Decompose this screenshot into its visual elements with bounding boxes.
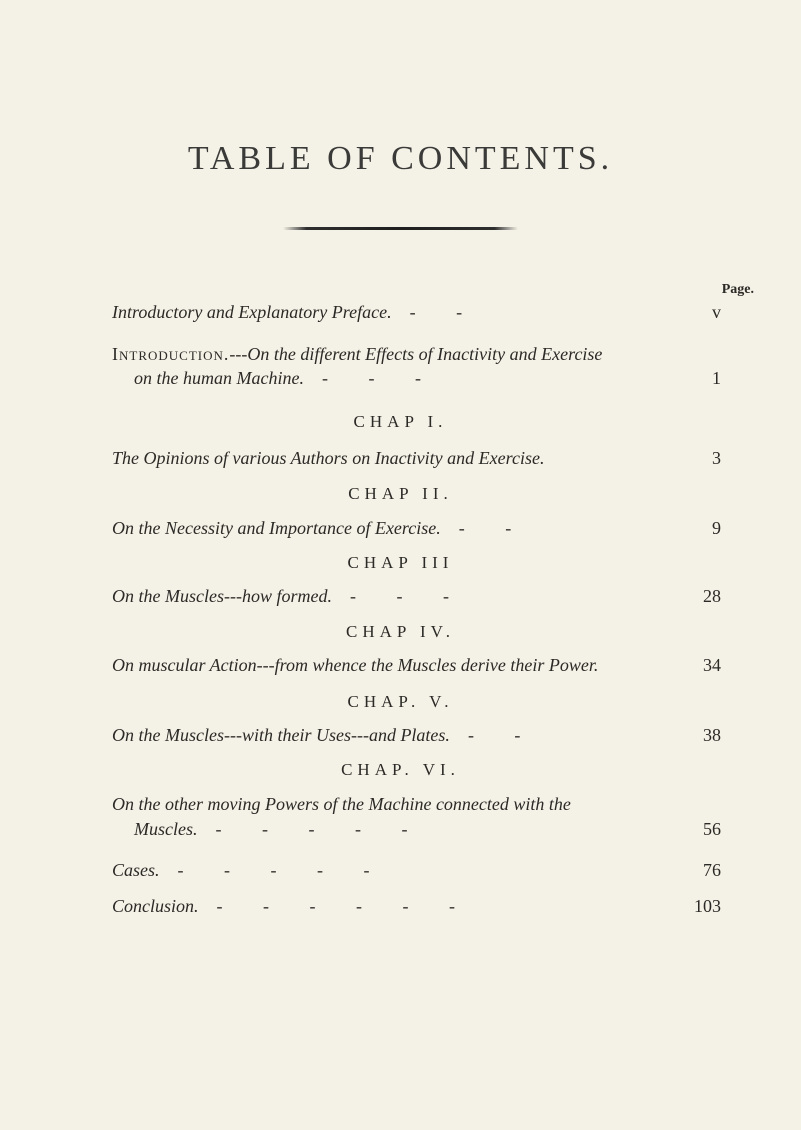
entry-page: 56 [703,819,721,839]
entry-page: 103 [694,896,721,916]
toc-entry-chap-3[interactable] [112,586,721,607]
toc-entry-cases[interactable] [112,860,721,881]
entry-page: 76 [703,860,721,880]
toc-entry-chap-4[interactable] [112,655,721,676]
toc-entry-introduction-cont [134,368,721,389]
entry-text: On the other moving Powers of the Machine connected with the [112,794,571,814]
entry-text: On muscular Action---from whence the Muscles derive their Power. [112,655,599,675]
entry-text: On the Necessity and Importance of Exercise. [112,518,441,538]
chapter-heading: CHAP. V. [347,692,454,711]
title-rule [283,227,518,230]
entry-page: 3 [712,448,721,468]
page-title: TABLE OF CONTENTS. [187,140,614,177]
entry-prefix: Introduction. [112,344,230,364]
leader-dashes: - - [458,518,530,538]
page-column-header: Page. [721,282,754,297]
leader-dashes: - - - - - [177,860,388,880]
entry-page: 9 [712,518,721,538]
entry-page: v [712,302,721,322]
entry-text: Introductory and Explanatory Preface. [112,302,392,322]
leader-dashes: - - - - - - [216,896,473,916]
leader-dashes: - - - [321,368,439,388]
entry-text: Conclusion. [112,896,199,916]
toc-entry-chap-6-cont [134,819,721,840]
entry-page: 38 [703,725,721,745]
toc-entry-chap-2[interactable] [112,518,721,539]
entry-text-cont: Muscles. [134,819,198,839]
entry-page: 28 [703,586,721,606]
entry-text: The Opinions of various Authors on Inactivity and Exercise. [112,448,545,468]
toc-entry-introduction[interactable] [112,344,721,365]
toc-entry-preface[interactable] [112,302,721,323]
leader-dashes: - - - - - [215,819,426,839]
leader-dashes: - - [409,302,481,322]
entry-text-cont: on the human Machine. [134,368,304,388]
entry-page: 34 [703,655,721,675]
chapter-heading: CHAP IV. [346,622,455,641]
chapter-heading: CHAP. VI. [341,760,460,779]
leader-dashes: - - - [349,586,467,606]
leader-dashes: - - [467,725,539,745]
entry-text: ---On the different Effects of Inactivity and Exercise [229,344,603,364]
entry-page: 1 [712,368,721,388]
toc-entry-conclusion[interactable] [112,896,721,917]
entry-text: Cases. [112,860,160,880]
toc-entry-chap-5[interactable] [112,725,721,746]
toc-entry-chap-1[interactable] [112,448,721,469]
chapter-heading: CHAP II. [348,484,453,503]
entry-text: On the Muscles---with their Uses---and Plates. [112,725,450,745]
toc-entry-chap-6[interactable] [112,794,721,815]
chapter-heading: CHAP III [347,553,454,572]
chapter-heading: CHAP I. [353,412,448,431]
entry-text: On the Muscles---how formed. [112,586,332,606]
